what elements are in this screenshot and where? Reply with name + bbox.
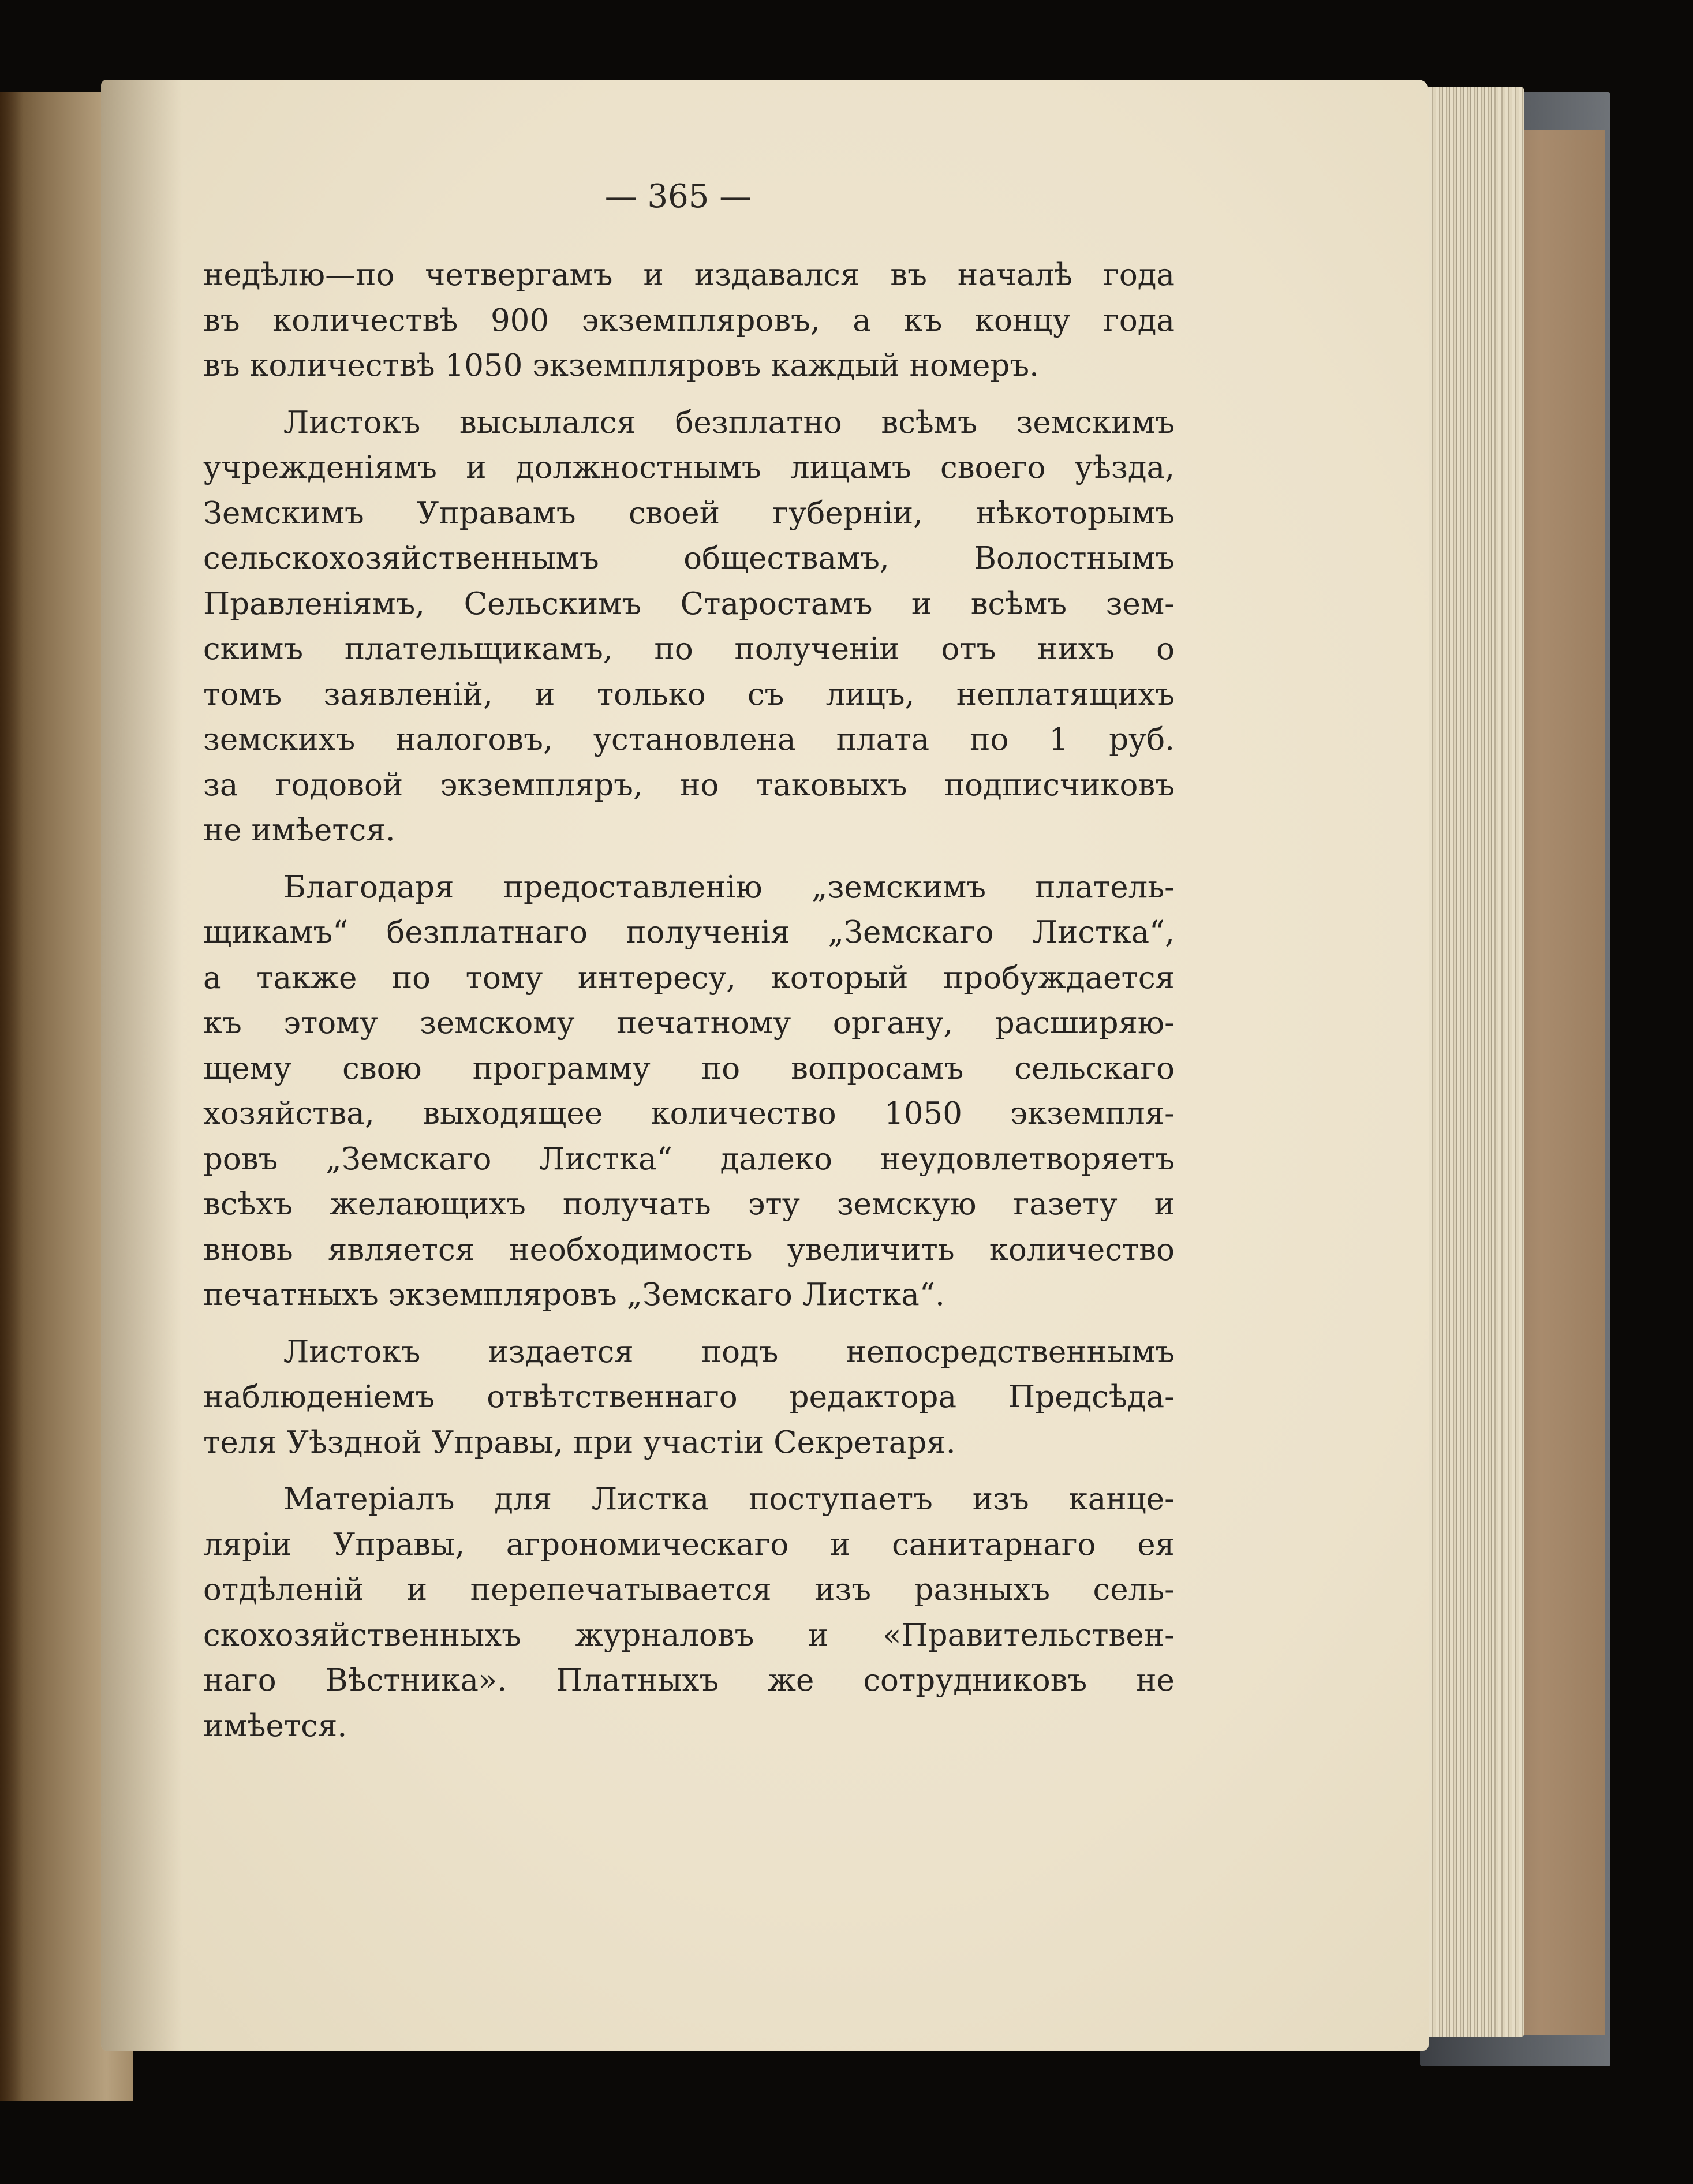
text-line: въ количествѣ 900 экземпляровъ, а къ концу года (203, 302, 1175, 338)
text-line: земскихъ налоговъ, установлена плата по 1 руб. (203, 722, 1175, 757)
text-line: въ количествѣ 1050 экземпляровъ каждый номеръ. (203, 348, 1039, 383)
text-line: Матеріалъ для Листка поступаетъ изъ канце- (283, 1482, 1175, 1517)
text-line: Земскимъ Управамъ своей губерніи, нѣкоторымъ (203, 495, 1175, 531)
text-line: сельскохозяйственнымъ обществамъ, Волостнымъ (203, 541, 1175, 576)
text-line: отдѣленій и перепечатывается изъ разныхъ сель- (203, 1572, 1175, 1607)
text-line: учрежденіямъ и должностнымъ лицамъ своего уѣзда, (203, 450, 1175, 485)
paragraph-gap (203, 1465, 1175, 1477)
paragraph-gap (203, 389, 1175, 401)
text-line: печатныхъ экземпляровъ „Земскаго Листка“. (203, 1277, 945, 1312)
text-line: за годовой экземпляръ, но таковыхъ подписчиковъ (203, 767, 1175, 803)
text-line: Листокъ высылался безплатно всѣмъ земскимъ (283, 405, 1175, 440)
paragraph (203, 253, 1175, 389)
text-line: всѣхъ желающихъ получать эту земскую газету и (203, 1187, 1175, 1222)
text-line: наблюденіемъ отвѣтственнаго редактора Предсѣда- (203, 1379, 1175, 1415)
text-line: къ этому земскому печатному органу, расширяю- (203, 1005, 1175, 1041)
text-line: имѣется. (203, 1708, 347, 1744)
paragraph (203, 1477, 1175, 1749)
text-line: наго Вѣстника». Платныхъ же сотрудниковъ не (203, 1663, 1175, 1698)
page-number: — 365 — (604, 178, 752, 215)
text-line: ровъ „Земскаго Листка“ далеко неудовлетворяетъ (203, 1141, 1175, 1177)
text-line: Благодаря предоставленію „земскимъ платель- (283, 869, 1175, 905)
text-line: скохозяйственныхъ журналовъ и «Правительствен- (203, 1617, 1175, 1653)
text-line: томъ заявленій, и только съ лицъ, неплатящихъ (203, 676, 1175, 712)
text-line: не имѣется. (203, 813, 395, 848)
book-page (101, 80, 1429, 2051)
text-line: Листокъ издается подъ непосредственнымъ (283, 1334, 1175, 1370)
text-line: ляріи Управы, агрономическаго и санитарнаго ея (203, 1527, 1175, 1562)
text-line: хозяйства, выходящее количество 1050 экземпля- (203, 1096, 1175, 1131)
paragraph (203, 401, 1175, 854)
paragraph-gap (203, 854, 1175, 865)
text-line: скимъ плательщикамъ, по полученіи отъ нихъ о (203, 631, 1175, 667)
text-line: а также по тому интересу, который пробуждается (203, 960, 1175, 996)
text-line: Правленіямъ, Сельскимъ Старостамъ и всѣмъ зем- (203, 586, 1175, 622)
text-line: недѣлю—по четвергамъ и издавался въ началѣ года (203, 257, 1175, 293)
text-line: теля Уѣздной Управы, при участіи Секретаря. (203, 1424, 956, 1460)
text-line: щикамъ“ безплатнаго полученія „Земскаго Листка“, (203, 915, 1175, 950)
text-line: вновь является необходимость увеличить количество (203, 1232, 1175, 1267)
paragraph (203, 1330, 1175, 1466)
page-text (203, 253, 1175, 1749)
paragraph (203, 865, 1175, 1318)
paragraph-gap (203, 1318, 1175, 1330)
text-line: щему свою программу по вопросамъ сельскаго (203, 1050, 1175, 1086)
